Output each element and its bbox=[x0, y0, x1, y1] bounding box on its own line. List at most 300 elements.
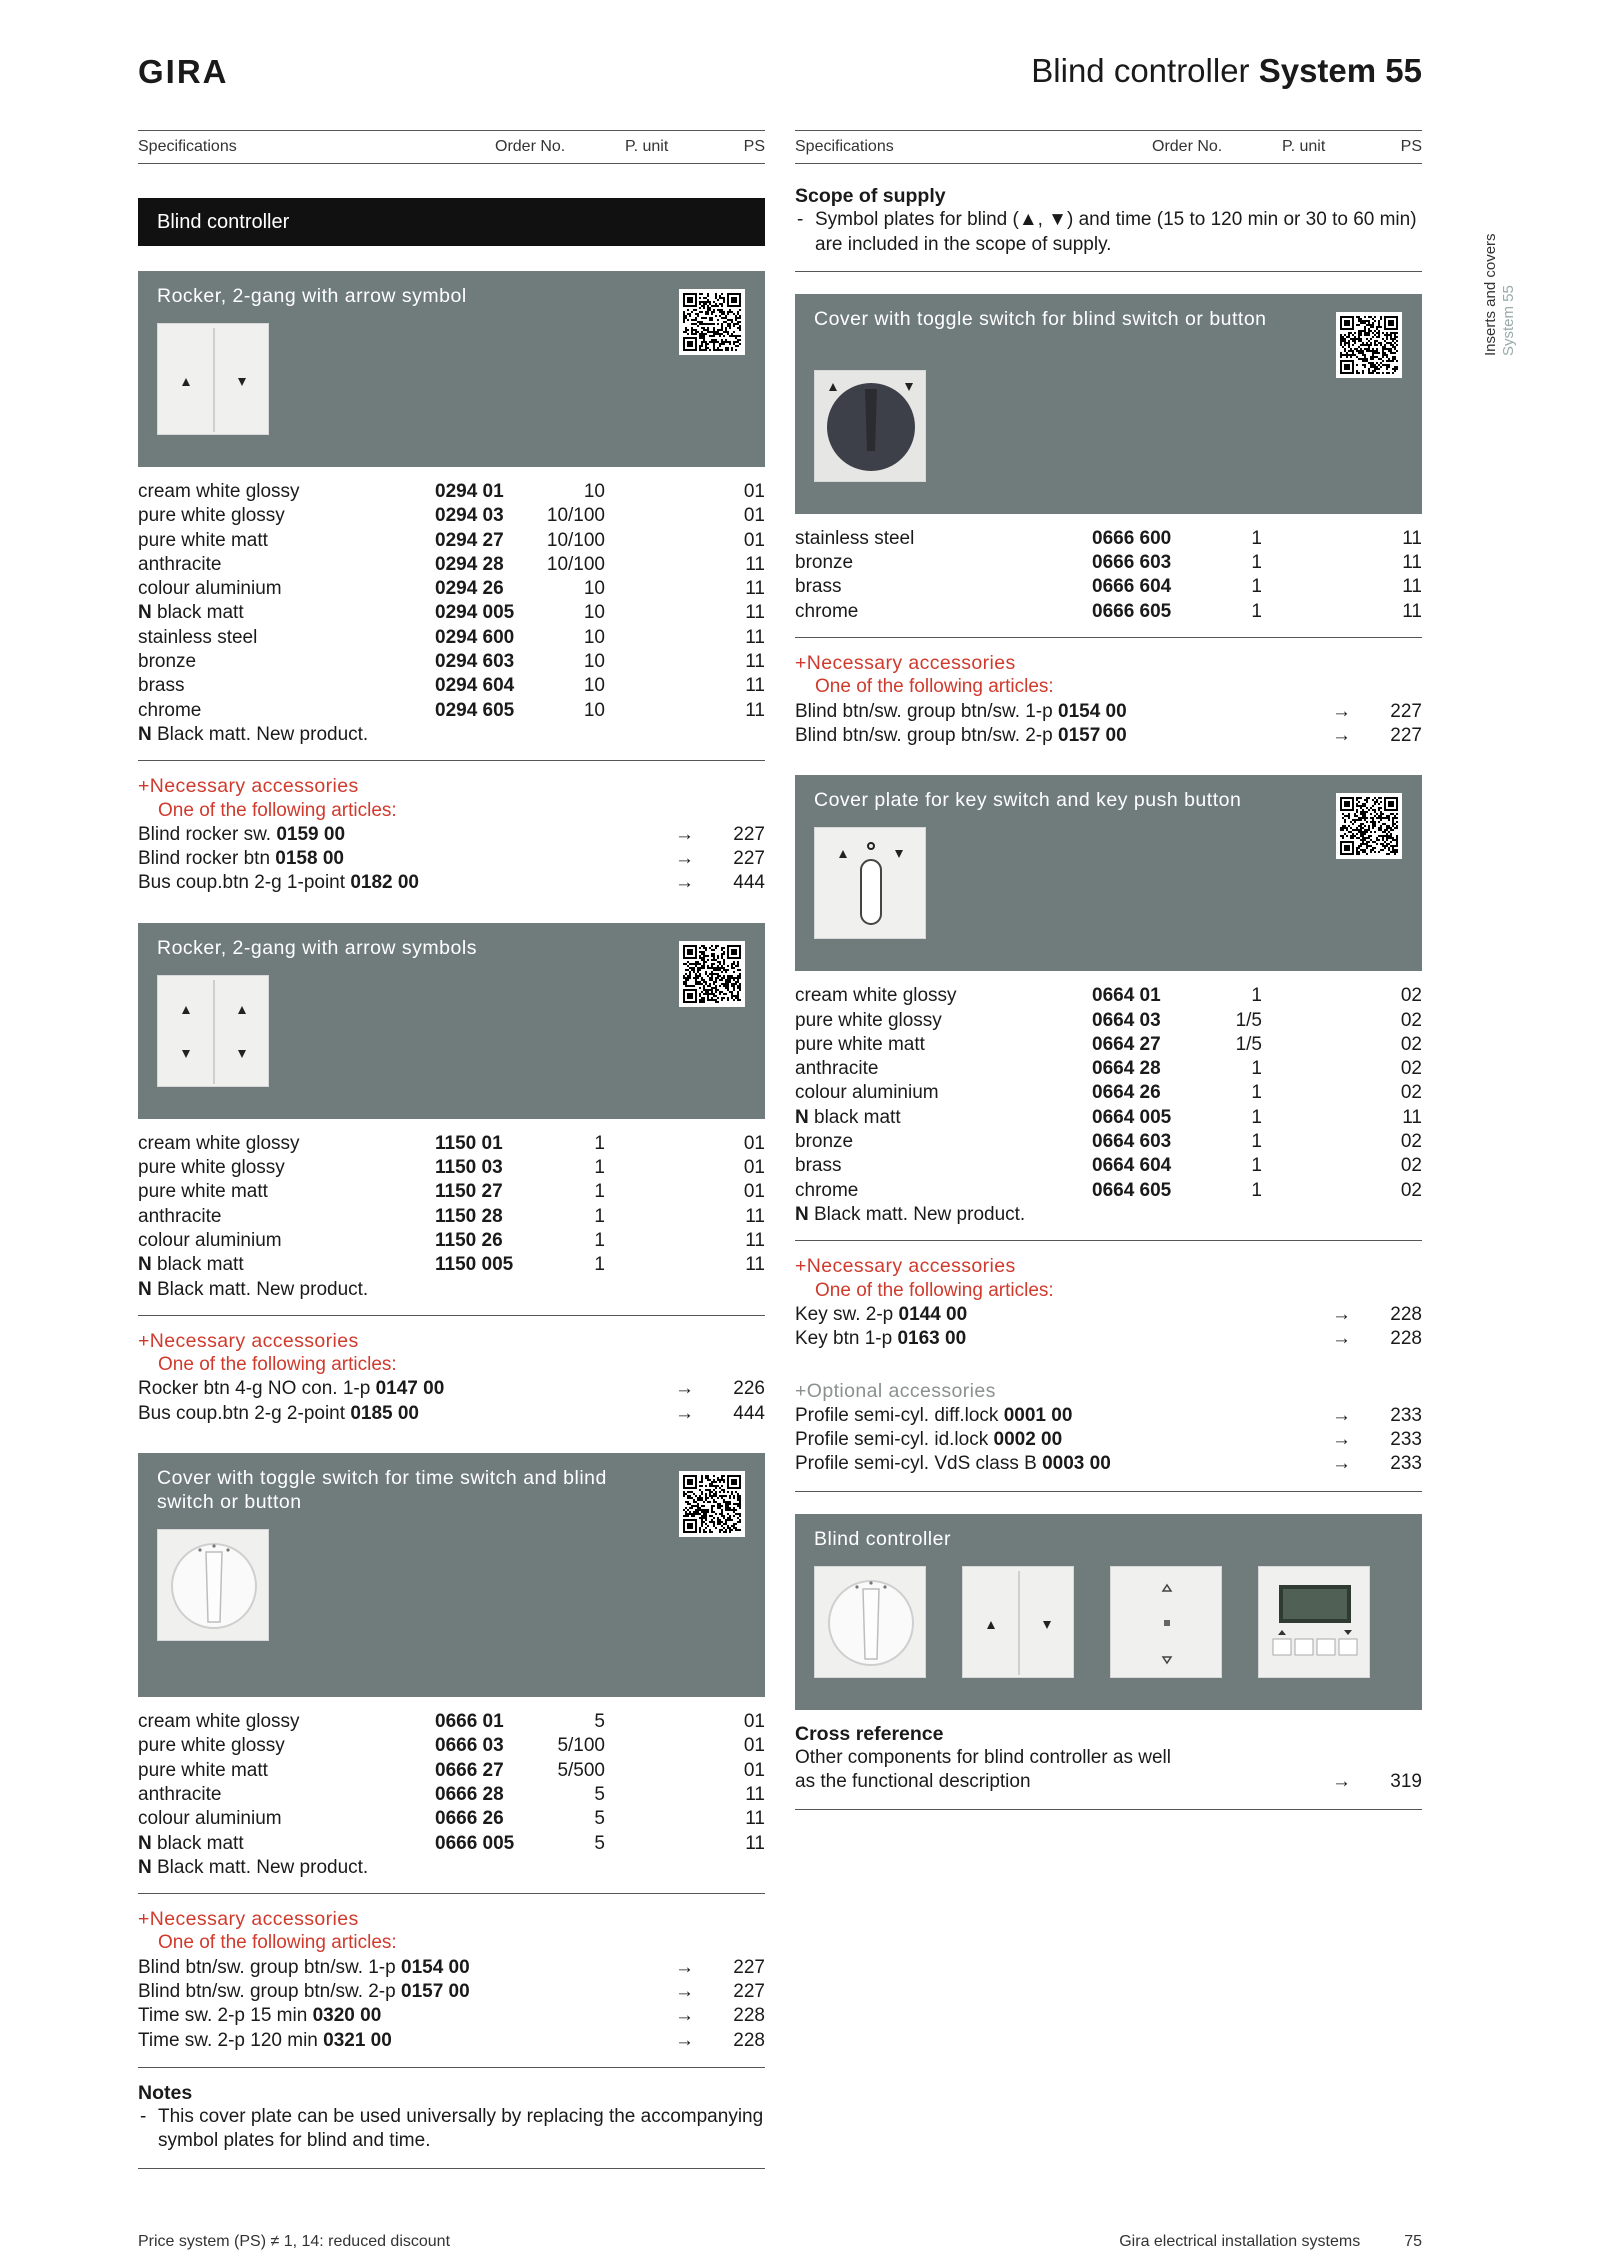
packing-unit: 10/100 bbox=[546, 505, 605, 527]
page-reference[interactable]: 227 bbox=[733, 1980, 765, 2002]
price-system: 11 bbox=[745, 1783, 765, 1805]
order-number: 1150 27 bbox=[435, 1181, 503, 1203]
page-reference[interactable]: 444 bbox=[733, 1402, 765, 1424]
spec-cell: cream white glossy bbox=[138, 481, 300, 502]
table-row bbox=[795, 600, 1422, 624]
packing-unit: 1 bbox=[1251, 576, 1262, 598]
table-row bbox=[138, 1229, 765, 1253]
accessories-heading: +Necessary accessories bbox=[138, 775, 359, 798]
arrow-right-icon: → bbox=[675, 1980, 694, 2002]
price-system: 11 bbox=[745, 602, 765, 624]
price-system: 11 bbox=[745, 675, 765, 697]
order-number: 0666 605 bbox=[1092, 600, 1172, 622]
col-head-spec: Specifications bbox=[138, 137, 237, 155]
spec-cell: pure white matt bbox=[138, 1759, 268, 1781]
accessory-row bbox=[795, 1428, 1422, 1452]
table-row bbox=[138, 699, 765, 723]
col-head-punit: P. unit bbox=[1282, 137, 1326, 155]
packing-unit: 10 bbox=[583, 626, 605, 648]
arrow-right-icon: → bbox=[675, 872, 694, 894]
product-title: Blind controller bbox=[814, 1527, 951, 1550]
order-number: 0664 26 bbox=[1092, 1082, 1161, 1104]
footer-left: Price system (PS) ≠ 1, 14: reduced discount bbox=[138, 2233, 451, 2250]
table-row bbox=[138, 1759, 765, 1783]
spec-cell: anthracite bbox=[138, 1205, 222, 1227]
accessory-text: Profile semi-cyl. diff.lock 0001 00 bbox=[795, 1404, 1073, 1426]
arrow-right-icon: → bbox=[675, 823, 694, 845]
table-row bbox=[138, 626, 765, 650]
accessory-row bbox=[138, 1956, 765, 1980]
side-tab-line1: Inserts and covers bbox=[1482, 233, 1499, 356]
spec-cell: pure white matt bbox=[138, 1181, 268, 1203]
page-reference[interactable]: 233 bbox=[1390, 1404, 1422, 1426]
product-box-key-switch bbox=[795, 775, 1422, 971]
col-head-punit: P. unit bbox=[625, 137, 669, 155]
notes-item: - This cover plate can be used universally by replacing the accompanying symbol plates for blind and time. bbox=[140, 2106, 764, 2152]
page-reference[interactable]: 228 bbox=[1390, 1303, 1422, 1325]
page-title-bold: System 55 bbox=[1258, 52, 1422, 89]
table-row bbox=[138, 650, 765, 674]
packing-unit: 5 bbox=[594, 1711, 605, 1733]
table-row bbox=[138, 553, 765, 577]
accessory-text: Blind btn/sw. group btn/sw. 2-p 0157 00 bbox=[795, 724, 1127, 746]
page-reference[interactable]: 228 bbox=[733, 2005, 765, 2027]
price-system: 11 bbox=[745, 1808, 765, 1830]
product-note: N Black matt. New product. bbox=[138, 1856, 369, 1878]
packing-unit: 1/5 bbox=[1235, 1033, 1262, 1055]
order-number: 1150 01 bbox=[435, 1132, 503, 1154]
packing-unit: 10/100 bbox=[546, 553, 605, 575]
accessories-subheading: One of the following articles: bbox=[815, 676, 1054, 698]
qr-code-icon[interactable] bbox=[679, 1471, 745, 1537]
spec-cell: bronze bbox=[795, 552, 854, 574]
cross-reference bbox=[795, 1710, 1422, 1809]
price-system: 11 bbox=[745, 626, 765, 648]
spec-cell: pure white glossy bbox=[138, 1735, 285, 1757]
arrow-right-icon: → bbox=[675, 1378, 694, 1400]
dark-toggle-cover-image bbox=[814, 370, 926, 482]
order-number: 0666 28 bbox=[435, 1783, 504, 1805]
product-box-time-blind-toggle bbox=[138, 1453, 765, 1697]
price-system: 11 bbox=[1402, 600, 1422, 622]
packing-unit: 1 bbox=[594, 1229, 605, 1251]
table-row bbox=[138, 480, 765, 504]
order-number: 0664 603 bbox=[1092, 1131, 1172, 1153]
page-reference[interactable]: 226 bbox=[733, 1378, 765, 1400]
page-reference[interactable]: 228 bbox=[1390, 1328, 1422, 1350]
packing-unit: 10 bbox=[583, 675, 605, 697]
price-system: 11 bbox=[745, 578, 765, 600]
table-row bbox=[138, 1132, 765, 1156]
spec-cell: bronze bbox=[138, 651, 197, 673]
table-row bbox=[795, 551, 1422, 575]
cross-reference-line1: Other components for blind controller as well bbox=[795, 1746, 1171, 1768]
table-row bbox=[138, 529, 765, 553]
accessory-row bbox=[138, 2004, 765, 2028]
spec-cell: pure white matt bbox=[795, 1033, 925, 1055]
page-reference[interactable]: 233 bbox=[1390, 1453, 1422, 1475]
controller-rocker-image bbox=[962, 1566, 1074, 1678]
qr-code-icon[interactable] bbox=[679, 941, 745, 1007]
accessories-block bbox=[138, 1315, 765, 1440]
arrow-right-icon: → bbox=[1332, 1453, 1351, 1475]
order-number: 0666 603 bbox=[1092, 552, 1172, 574]
price-system: 11 bbox=[745, 1832, 765, 1854]
packing-unit: 10 bbox=[583, 651, 605, 673]
spec-cell: brass bbox=[138, 675, 185, 697]
price-system: 11 bbox=[745, 1205, 765, 1227]
order-number: 0664 605 bbox=[1092, 1179, 1172, 1201]
table-row bbox=[138, 1807, 765, 1831]
packing-unit: 1 bbox=[594, 1205, 605, 1227]
accessory-row bbox=[138, 871, 765, 895]
arrow-right-icon: → bbox=[1332, 1404, 1351, 1426]
table-row bbox=[795, 527, 1422, 551]
notes-block bbox=[138, 2067, 765, 2169]
table-row bbox=[138, 577, 765, 601]
product-title: Rocker, 2-gang with arrow symbol bbox=[157, 285, 467, 307]
accessory-row bbox=[795, 700, 1422, 724]
spec-cell: colour aluminium bbox=[138, 1229, 282, 1251]
order-number: 0294 600 bbox=[435, 626, 515, 648]
accessory-row bbox=[138, 2029, 765, 2053]
toggle-switch-cover-image bbox=[157, 1529, 269, 1641]
table-row bbox=[138, 1156, 765, 1180]
order-number: 0666 005 bbox=[435, 1832, 515, 1854]
packing-unit: 5/500 bbox=[557, 1759, 605, 1781]
spec-cell: pure white glossy bbox=[795, 1009, 942, 1031]
packing-unit: 10 bbox=[583, 699, 605, 721]
order-number: 0664 604 bbox=[1092, 1155, 1172, 1177]
table-row bbox=[795, 1033, 1422, 1057]
accessory-text: Key btn 1-p 0163 00 bbox=[795, 1328, 967, 1350]
accessory-row bbox=[138, 1377, 765, 1401]
table-row bbox=[138, 674, 765, 698]
table-row bbox=[795, 1009, 1422, 1033]
col-head-spec: Specifications bbox=[795, 137, 894, 155]
scope-heading: Scope of supply bbox=[795, 185, 946, 207]
spec-cell: brass bbox=[795, 576, 842, 598]
page-reference[interactable]: 319 bbox=[1390, 1771, 1422, 1793]
order-number: 1150 28 bbox=[435, 1205, 503, 1227]
spec-cell: N black matt bbox=[138, 1832, 244, 1854]
product-box-blind-toggle bbox=[795, 294, 1422, 514]
page-reference[interactable]: 227 bbox=[733, 823, 765, 845]
accessories-block bbox=[795, 637, 1422, 762]
product-table bbox=[795, 527, 1422, 624]
spec-cell: colour aluminium bbox=[795, 1082, 939, 1104]
accessory-text: Bus coup.btn 2-g 1-point 0182 00 bbox=[138, 872, 419, 894]
price-system: 01 bbox=[743, 1132, 765, 1154]
page-title bbox=[1031, 50, 1422, 92]
page-reference[interactable]: 227 bbox=[733, 1956, 765, 1978]
arrow-right-icon: → bbox=[675, 1402, 694, 1424]
order-number: 0294 26 bbox=[435, 578, 504, 600]
order-number: 0294 603 bbox=[435, 651, 515, 673]
page-reference[interactable]: 227 bbox=[1390, 724, 1422, 746]
price-system: 11 bbox=[745, 651, 765, 673]
table-row bbox=[138, 1832, 765, 1856]
scope-of-supply bbox=[795, 109, 1422, 271]
page-reference[interactable]: 227 bbox=[1390, 700, 1422, 722]
packing-unit: 1 bbox=[1251, 1106, 1262, 1128]
page-reference[interactable]: 444 bbox=[733, 872, 765, 894]
packing-unit: 1 bbox=[1251, 552, 1262, 574]
accessories-heading: +Necessary accessories bbox=[795, 1255, 1016, 1278]
side-tab-line2: System 55 bbox=[1500, 285, 1517, 356]
optional-accessories-heading: +Optional accessories bbox=[795, 1380, 996, 1403]
price-system: 11 bbox=[745, 1254, 765, 1276]
price-system: 02 bbox=[1400, 1131, 1422, 1153]
order-number: 0664 005 bbox=[1092, 1106, 1172, 1128]
accessories-heading: +Necessary accessories bbox=[138, 1329, 359, 1352]
accessories-subheading: One of the following articles: bbox=[158, 799, 397, 821]
arrow-right-icon: → bbox=[675, 1956, 694, 1978]
accessory-text: Blind rocker btn 0158 00 bbox=[138, 848, 344, 870]
spec-cell: chrome bbox=[795, 1179, 859, 1201]
spec-cell: anthracite bbox=[795, 1058, 879, 1080]
price-system: 11 bbox=[1402, 552, 1422, 574]
table-row bbox=[138, 1180, 765, 1204]
table-row bbox=[138, 1710, 765, 1734]
col-head-order: Order No. bbox=[1152, 137, 1223, 155]
table-row bbox=[795, 1057, 1422, 1081]
product-title: Cover plate for key switch and key push button bbox=[814, 789, 1242, 812]
product-box-blind-controller bbox=[795, 1514, 1422, 1710]
order-number: 0664 28 bbox=[1092, 1058, 1161, 1080]
price-system: 11 bbox=[1402, 1106, 1422, 1128]
order-number: 0666 26 bbox=[435, 1808, 504, 1830]
order-number: 0664 01 bbox=[1092, 985, 1161, 1007]
price-system: 02 bbox=[1400, 1155, 1422, 1177]
spec-cell: anthracite bbox=[138, 553, 222, 575]
order-number: 0294 604 bbox=[435, 675, 515, 697]
spec-cell: cream white glossy bbox=[795, 985, 957, 1007]
order-number: 1150 005 bbox=[435, 1254, 514, 1276]
packing-unit: 1 bbox=[1251, 1131, 1262, 1153]
notes-heading: Notes bbox=[138, 2081, 193, 2104]
product-note: N Black matt. New product. bbox=[138, 1278, 369, 1300]
cross-reference-heading: Cross reference bbox=[795, 1722, 944, 1745]
accessory-row bbox=[138, 847, 765, 871]
accessories-block bbox=[138, 1893, 765, 2067]
accessory-text: Rocker btn 4-g NO con. 1-p 0147 00 bbox=[138, 1378, 445, 1400]
accessory-row bbox=[795, 1452, 1422, 1476]
price-system: 02 bbox=[1400, 1009, 1422, 1031]
side-tab bbox=[1478, 226, 1548, 366]
accessory-text: Blind btn/sw. group btn/sw. 1-p 0154 00 bbox=[138, 1956, 470, 1978]
price-system: 11 bbox=[1402, 527, 1422, 549]
page-reference[interactable]: 233 bbox=[1390, 1429, 1422, 1451]
price-system: 01 bbox=[743, 529, 765, 551]
packing-unit: 5 bbox=[594, 1832, 605, 1854]
accessory-row bbox=[795, 1327, 1422, 1351]
price-system: 02 bbox=[1400, 985, 1422, 1007]
accessories-subheading: One of the following articles: bbox=[158, 1932, 397, 1954]
price-system: 02 bbox=[1400, 1082, 1422, 1104]
product-box-rocker-arrows bbox=[138, 923, 765, 1119]
brand-logo: GIRA bbox=[138, 53, 229, 90]
spec-cell: N black matt bbox=[138, 602, 244, 624]
footer-right: Gira electrical installation systems 75 bbox=[1119, 2233, 1422, 2250]
product-title: Rocker, 2-gang with arrow symbols bbox=[157, 936, 477, 959]
accessories-block bbox=[795, 1240, 1422, 1355]
qr-code-icon[interactable] bbox=[679, 289, 745, 355]
accessory-text: Bus coup.btn 2-g 2-point 0185 00 bbox=[138, 1402, 419, 1424]
spec-cell: stainless steel bbox=[795, 527, 915, 549]
packing-unit: 1 bbox=[594, 1132, 605, 1154]
order-number: 0666 27 bbox=[435, 1759, 504, 1781]
spec-cell: anthracite bbox=[138, 1783, 222, 1805]
accessory-row bbox=[795, 1404, 1422, 1428]
spec-cell: brass bbox=[795, 1155, 842, 1177]
product-box-rocker-arrow bbox=[138, 271, 765, 467]
left-column bbox=[138, 130, 765, 2169]
page-reference[interactable]: 227 bbox=[733, 848, 765, 870]
table-row bbox=[795, 1081, 1422, 1105]
accessory-text: Profile semi-cyl. VdS class B 0003 00 bbox=[795, 1453, 1111, 1475]
accessory-text: Time sw. 2-p 15 min 0320 00 bbox=[138, 2005, 382, 2027]
price-system: 01 bbox=[743, 505, 765, 527]
packing-unit: 5 bbox=[594, 1783, 605, 1805]
table-row bbox=[138, 601, 765, 625]
spec-cell: pure white matt bbox=[138, 529, 268, 551]
price-system: 01 bbox=[743, 1735, 765, 1757]
right-column bbox=[795, 130, 1422, 1810]
table-row bbox=[138, 1253, 765, 1277]
order-number: 0666 600 bbox=[1092, 527, 1172, 549]
qr-code-icon[interactable] bbox=[1336, 312, 1402, 378]
spec-cell: cream white glossy bbox=[138, 1711, 300, 1733]
packing-unit: 1 bbox=[1251, 600, 1262, 622]
col-head-ps: PS bbox=[1400, 137, 1422, 155]
accessory-text: Blind btn/sw. group btn/sw. 2-p 0157 00 bbox=[138, 1980, 470, 2002]
product-note: N Black matt. New product. bbox=[795, 1203, 1026, 1225]
packing-unit: 1/5 bbox=[1235, 1009, 1262, 1031]
accessory-row bbox=[138, 1402, 765, 1426]
order-number: 0664 27 bbox=[1092, 1033, 1161, 1055]
price-system: 11 bbox=[745, 1229, 765, 1251]
accessory-text: Blind btn/sw. group btn/sw. 1-p 0154 00 bbox=[795, 700, 1127, 722]
order-number: 0294 005 bbox=[435, 602, 515, 624]
col-head-ps: PS bbox=[743, 137, 765, 155]
price-system: 11 bbox=[1402, 576, 1422, 598]
packing-unit: 1 bbox=[1251, 1058, 1262, 1080]
product-table bbox=[138, 1710, 765, 1856]
spec-cell: N black matt bbox=[138, 1254, 244, 1276]
packing-unit: 10 bbox=[583, 602, 605, 624]
order-number: 0666 01 bbox=[435, 1711, 504, 1733]
qr-code-icon[interactable] bbox=[1336, 793, 1402, 859]
arrow-right-icon: → bbox=[675, 2029, 694, 2051]
price-system: 01 bbox=[743, 481, 765, 502]
page-title-light: Blind controller bbox=[1031, 52, 1250, 89]
accessory-text: Blind rocker sw. 0159 00 bbox=[138, 823, 346, 845]
packing-unit: 1 bbox=[594, 1157, 605, 1179]
arrow-right-icon: → bbox=[675, 2005, 694, 2027]
order-number: 1150 03 bbox=[435, 1157, 503, 1179]
arrow-right-icon: → bbox=[1332, 1429, 1351, 1451]
packing-unit: 1 bbox=[1251, 1082, 1262, 1104]
accessories-heading: +Necessary accessories bbox=[795, 652, 1016, 675]
packing-unit: 10 bbox=[583, 578, 605, 600]
price-system: 02 bbox=[1400, 1179, 1422, 1201]
rocker-2-gang-symbols-image bbox=[157, 975, 269, 1087]
controller-button-image bbox=[1110, 1566, 1222, 1678]
price-system: 01 bbox=[743, 1759, 765, 1781]
packing-unit: 10 bbox=[583, 481, 605, 502]
column-header bbox=[795, 130, 1422, 164]
order-number: 1150 26 bbox=[435, 1229, 503, 1251]
packing-unit: 10/100 bbox=[546, 529, 605, 551]
packing-unit: 1 bbox=[1251, 527, 1262, 549]
order-number: 0294 03 bbox=[435, 505, 504, 527]
spec-cell: colour aluminium bbox=[138, 578, 282, 600]
spec-cell: stainless steel bbox=[138, 626, 258, 648]
arrow-right-icon: → bbox=[675, 848, 694, 870]
table-row bbox=[795, 1106, 1422, 1130]
arrow-right-icon: → bbox=[1332, 724, 1351, 746]
spec-cell: N black matt bbox=[795, 1106, 901, 1128]
product-table bbox=[138, 1132, 765, 1278]
spec-cell: pure white glossy bbox=[138, 505, 285, 527]
controller-timer-display-image bbox=[1258, 1566, 1370, 1678]
price-system: 01 bbox=[743, 1711, 765, 1733]
accessory-row bbox=[138, 1980, 765, 2004]
col-head-order: Order No. bbox=[495, 137, 566, 155]
category-bar: Blind controller bbox=[138, 198, 765, 246]
rocker-2-gang-image bbox=[157, 323, 269, 435]
accessories-subheading: One of the following articles: bbox=[158, 1354, 397, 1376]
product-title: Cover with toggle switch for time switch and blind switch or button bbox=[157, 1467, 607, 1514]
order-number: 0294 01 bbox=[435, 481, 504, 502]
spec-cell: chrome bbox=[795, 600, 859, 622]
table-row bbox=[138, 504, 765, 528]
product-table bbox=[138, 480, 765, 723]
spec-cell: pure white glossy bbox=[138, 1157, 285, 1179]
accessories-block bbox=[138, 760, 765, 909]
product-note: N Black matt. New product. bbox=[138, 723, 369, 745]
spec-cell: colour aluminium bbox=[138, 1808, 282, 1830]
packing-unit: 1 bbox=[594, 1181, 605, 1203]
order-number: 0294 605 bbox=[435, 699, 515, 721]
scope-item: - Symbol plates for blind (▲, ▼) and time (15 to 120 min or 30 to 60 min) are included in the scope of supply. bbox=[797, 209, 1417, 255]
price-system: 01 bbox=[743, 1181, 765, 1203]
price-system: 02 bbox=[1400, 1058, 1422, 1080]
cross-reference-line2: as the functional description → 319 bbox=[795, 1770, 1422, 1794]
order-number: 0294 27 bbox=[435, 529, 504, 551]
table-row bbox=[138, 1734, 765, 1758]
spec-cell: chrome bbox=[138, 699, 202, 721]
page-number: 75 bbox=[1404, 2233, 1422, 2250]
controller-toggle-image bbox=[814, 1566, 926, 1678]
table-row bbox=[138, 1205, 765, 1229]
packing-unit: 1 bbox=[1251, 985, 1262, 1007]
accessory-row bbox=[795, 1303, 1422, 1327]
column-header bbox=[138, 130, 765, 164]
order-number: 0666 03 bbox=[435, 1735, 504, 1757]
packing-unit: 5 bbox=[594, 1808, 605, 1830]
packing-unit: 1 bbox=[1251, 1179, 1262, 1201]
page-reference[interactable]: 228 bbox=[733, 2029, 765, 2051]
accessory-row bbox=[138, 823, 765, 847]
accessory-text: Profile semi-cyl. id.lock 0002 00 bbox=[795, 1429, 1063, 1451]
price-system: 02 bbox=[1400, 1033, 1422, 1055]
order-number: 0666 604 bbox=[1092, 576, 1172, 598]
accessory-text: Key sw. 2-p 0144 00 bbox=[795, 1303, 968, 1325]
accessory-row bbox=[795, 724, 1422, 748]
spec-cell: cream white glossy bbox=[138, 1132, 300, 1154]
